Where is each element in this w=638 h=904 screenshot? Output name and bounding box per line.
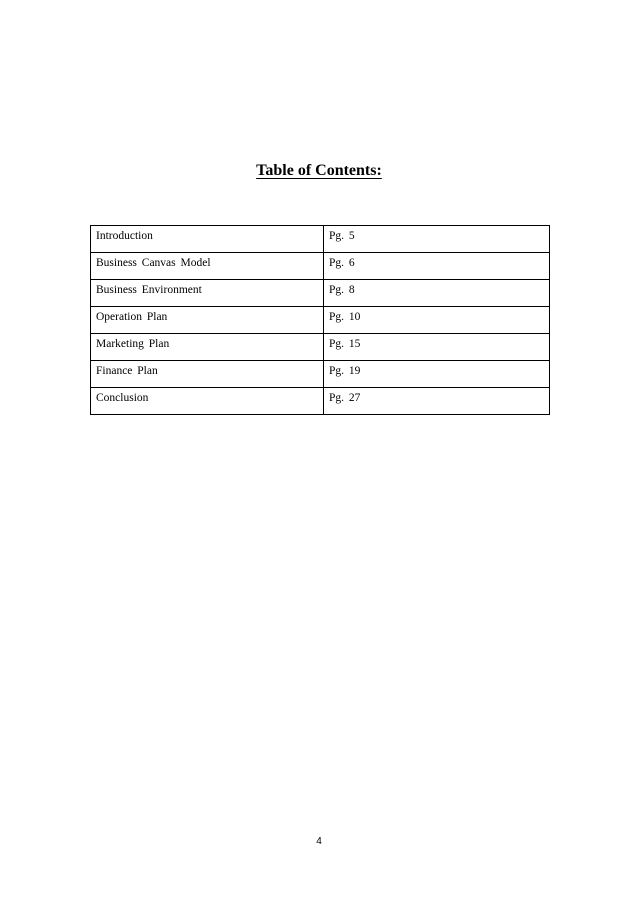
- table-row: [91, 253, 550, 280]
- toc-heading: Table of Contents:: [256, 162, 382, 179]
- toc-page-ref: Pg. 10: [324, 307, 550, 334]
- toc-section-title: Marketing Plan: [91, 334, 324, 361]
- toc-page-ref: Pg. 27: [324, 388, 550, 415]
- toc-section-title: Business Environment: [91, 280, 324, 307]
- table-row: [91, 361, 550, 388]
- table-row: [91, 334, 550, 361]
- toc-section-title: Operation Plan: [91, 307, 324, 334]
- table-row: [91, 226, 550, 253]
- table-row: [91, 307, 550, 334]
- toc-page-ref: Pg. 15: [324, 334, 550, 361]
- table-row: [91, 280, 550, 307]
- toc-section-title: Finance Plan: [91, 361, 324, 388]
- toc-table: [90, 225, 550, 415]
- toc-section-title: Conclusion: [91, 388, 324, 415]
- toc-page-ref: Pg. 8: [324, 280, 550, 307]
- toc-section-title: Introduction: [91, 226, 324, 253]
- page-number: 4: [316, 836, 322, 847]
- toc-section-title: Business Canvas Model: [91, 253, 324, 280]
- toc-page-ref: Pg. 5: [324, 226, 550, 253]
- table-row: [91, 388, 550, 415]
- toc-page-ref: Pg. 19: [324, 361, 550, 388]
- toc-page-ref: Pg. 6: [324, 253, 550, 280]
